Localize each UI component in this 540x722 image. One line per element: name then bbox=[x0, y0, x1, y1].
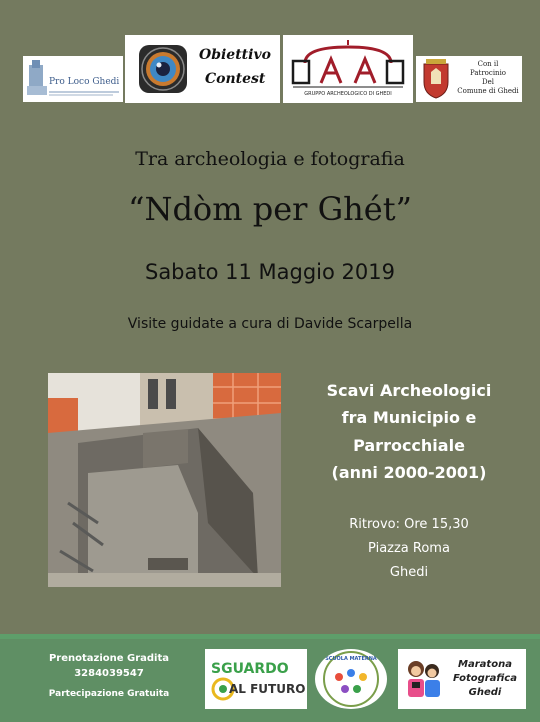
comune-line4: Comune di Ghedi bbox=[457, 87, 519, 95]
booking-phone: 3284039547 bbox=[74, 668, 144, 679]
comune-line1: Con il bbox=[477, 60, 499, 68]
gruppo-archeologico-logo bbox=[283, 35, 413, 103]
sguardo-line2: AL FUTURO bbox=[229, 682, 306, 696]
comune-line3: Del bbox=[482, 78, 494, 86]
photographers-icon bbox=[398, 649, 448, 709]
excavation-illustration bbox=[48, 373, 281, 587]
sguardo-al-futuro-logo bbox=[205, 649, 307, 709]
meeting-town: Ghedi bbox=[389, 565, 429, 580]
free-participation: Partecipazione Gratuita bbox=[48, 689, 170, 699]
camera-lens-icon bbox=[125, 35, 280, 103]
event-subtitle: Tra archeologia e fotografia bbox=[135, 148, 405, 170]
sguardo-line1: SGUARDO bbox=[211, 661, 289, 677]
contest-label: Contest bbox=[205, 71, 266, 87]
maratona-fotografica-logo bbox=[398, 649, 526, 709]
footer-band bbox=[0, 639, 540, 722]
pro-loco-logo bbox=[23, 56, 123, 102]
maratona-line3: Ghedi bbox=[468, 687, 502, 698]
meeting-time: Ritrovo: Ore 15,30 bbox=[349, 517, 469, 532]
site-line-1: Scavi Archeologici bbox=[326, 381, 492, 400]
obiettivo-label: Obiettivo bbox=[199, 47, 271, 63]
obiettivo-contest-logo bbox=[125, 35, 280, 103]
event-date: Sabato 11 Maggio 2019 bbox=[144, 260, 395, 284]
site-line-3: Parrocchiale bbox=[353, 436, 465, 455]
excavation-photo bbox=[48, 373, 281, 587]
sguardo-emblem bbox=[205, 649, 307, 709]
pro-loco-label: Pro Loco Ghedi bbox=[49, 77, 120, 87]
event-title: “Ndòm per Ghét” bbox=[128, 190, 412, 228]
maratona-line1: Maratona bbox=[458, 659, 512, 670]
site-line-2: fra Municipio e bbox=[341, 408, 477, 427]
coat-of-arms-icon bbox=[416, 56, 456, 102]
comune-line2: Patrocinio bbox=[469, 69, 507, 77]
scuola-caption: SCUOLA MATERNA bbox=[325, 656, 377, 662]
site-line-4: (anni 2000-2001) bbox=[331, 463, 487, 482]
scuola-materna-logo bbox=[315, 649, 387, 709]
comune-ghedi-logo bbox=[416, 56, 522, 102]
guided-tours-line: Visite guidate a cura di Davide Scarpella bbox=[127, 316, 413, 332]
maratona-line2: Fotografica bbox=[453, 673, 517, 684]
gaag-caption: GRUPPO ARCHEOLOGICO DI GHEDI bbox=[304, 91, 392, 97]
booking-label: Prenotazione Gradita bbox=[48, 653, 170, 664]
meeting-place: Piazza Roma bbox=[368, 541, 450, 556]
